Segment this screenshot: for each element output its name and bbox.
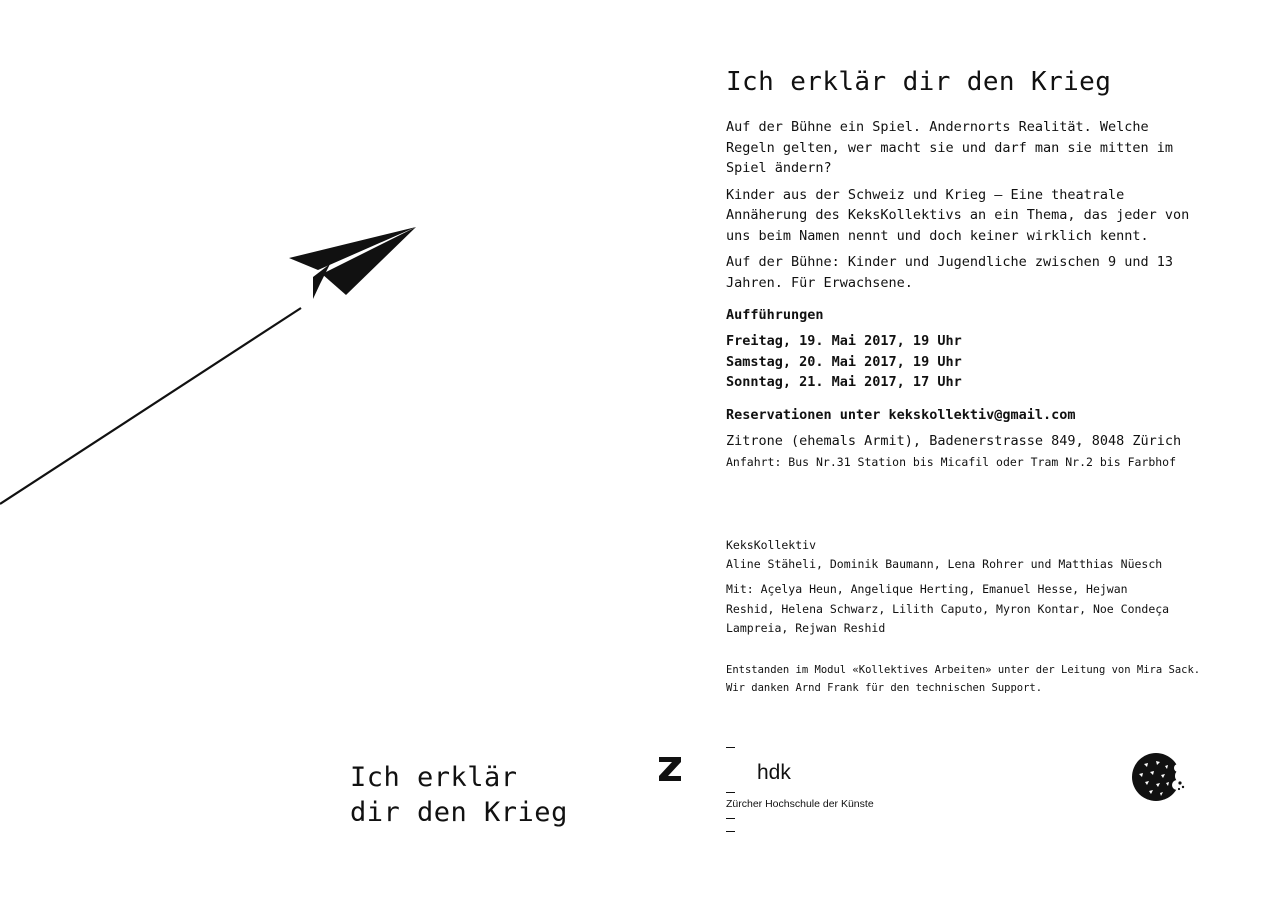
zhdk-logo-dash [726, 747, 735, 748]
performance-dates-list [726, 331, 1196, 393]
zhdk-z-logo-icon [658, 756, 682, 782]
reservation-info: Reservationen unter kekskollektiv@gmail.com [726, 407, 1076, 423]
cover-title [350, 760, 568, 830]
event-description [726, 117, 1196, 299]
zhdk-logo [726, 740, 926, 840]
credits-line: Entstanden im Modul «Kollektives Arbeiten» unter der Leitung von Mira Sack. [726, 664, 1201, 676]
cookie-icon [1130, 752, 1186, 804]
zhdk-full-name: Zürcher Hochschule der Künste [726, 798, 874, 810]
credits [726, 662, 1201, 697]
performance-date: Freitag, 19. Mai 2017, 19 Uhr [726, 333, 962, 349]
collective-members: Aline Stäheli, Dominik Baumann, Lena Rohrer und Matthias Nüesch [726, 557, 1163, 571]
performances-heading: Aufführungen [726, 307, 824, 323]
collective-name: KeksKollektiv [726, 538, 817, 552]
performance-date: Sonntag, 21. Mai 2017, 17 Uhr [726, 374, 962, 390]
paper-plane-icon [289, 227, 416, 299]
credits-line: Wir danken Arnd Frank für den technischen Support. [726, 681, 1043, 694]
zhdk-logo-dash [726, 818, 735, 819]
flight-trail-line [0, 308, 301, 504]
performance-date: Samstag, 20. Mai 2017, 19 Uhr [726, 353, 962, 370]
description-paragraph: Auf der Bühne: Kinder und Jugendliche zwischen 9 und 13 Jahren. Für Erwachsene. [726, 254, 1174, 291]
transport-directions: Anfahrt: Bus Nr.31 Station bis Micafil oder Tram Nr.2 bis Farbhof [726, 455, 1177, 469]
zhdk-short-name: hdk [757, 761, 791, 784]
zhdk-logo-dash [726, 792, 735, 793]
zhdk-logo-dash [726, 831, 735, 832]
venue-address: Zitrone (ehemals Armit), Badenerstrasse 849, 8048 Zürich [726, 433, 1182, 449]
description-paragraph: Auf der Bühne ein Spiel. Andernorts Realität. Welche Regeln gelten, wer macht sie und darf man sie mitten im Spiel ändern? [726, 119, 1174, 176]
cover-title-line-1: Ich erklär [350, 762, 518, 793]
cover-title-line-2: dir den Krieg [350, 797, 568, 828]
event-title: Ich erklär dir den Krieg [726, 67, 1112, 97]
description-paragraph: Kinder aus der Schweiz und Krieg – Eine theatrale Annäherung des KeksKollektivs an ein Thema, das jeder von uns beim Namen nennt und doch keiner wirklich kennt. [726, 186, 1190, 244]
cast-list: Mit: Açelya Heun, Angelique Herting, Emanuel Hesse, Hejwan Reshid, Helena Schwarz, Lilith Caputo, Myron Kontar, Noe Condeça Lampreia, Rejwan Reshid [726, 582, 1170, 635]
